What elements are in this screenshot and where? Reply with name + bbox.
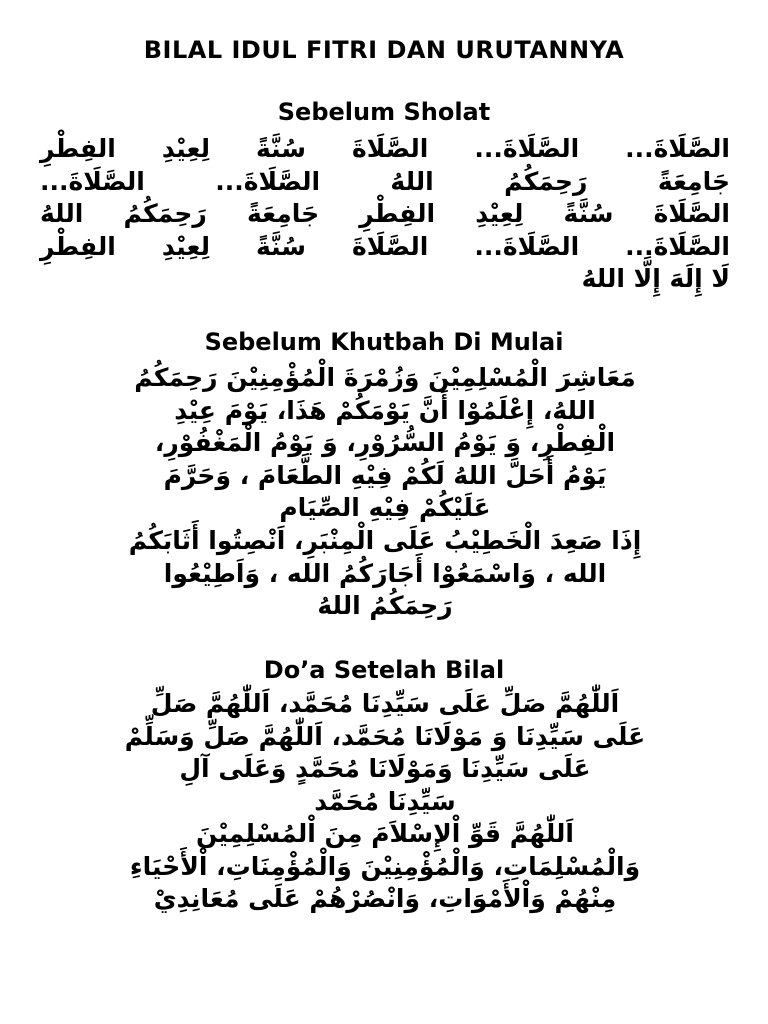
arabic-text-block <box>40 818 730 916</box>
arabic-line: مَعَاشِرَ الْمُسْلِمِيْنَ وَزُمْرَةَ الْمُؤْمِنِيْنَ رَحِمَكُمُ <box>134 363 636 392</box>
arabic-line: عَلَى سَيِّدِنَا وَ مَوْلَانَا مُحَمَّد، اَللّٰهُمَّ صَلِّ وَسَلِّمْ <box>124 721 646 751</box>
arabic-line: إِذَا صَعِدَ الْخَطِيْبُ عَلَى الْمِنْبَرِ، اَنْصِتُوا أَثَابَكُمُ <box>128 526 642 555</box>
arabic-line: جَامِعَةً رَحِمَكُمُ اللهُ الصَّلَاةَ... الصَّلَاةَ... <box>40 166 730 196</box>
arabic-line: الصَّلَاةَ... الصَّلَاةَ... الصَّلَاةَ سُنَّةً لِعِيْدِ الفِطْرِ <box>40 134 730 163</box>
arabic-text-block <box>40 688 730 818</box>
arabic-line: عَلَيْكُمْ فِيْهِ الصِّيَام <box>279 493 491 522</box>
section-heading-sebelum-sholat: Sebelum Sholat <box>277 98 491 126</box>
arabic-line: الصَّلَاةَ... الصَّلَاةَ... الصَّلَاةَ سُنَّةً لِعِيْدِ الفِطْرِ <box>40 231 730 261</box>
arabic-text-block <box>40 133 730 296</box>
section-heading-doa-setelah-bilal: Do’a Setelah Bilal <box>263 656 505 684</box>
arabic-line: اَللّٰهُمَّ قَوِّ اْلإِسْلاَمَ مِنَ اْلمُسْلِمِيْنَ <box>195 819 574 848</box>
arabic-text-block <box>40 525 730 623</box>
arabic-text-block <box>40 362 730 525</box>
arabic-line: وَالْمُسْلِمَاتِ، وَالْمُؤْمِنِيْنَ وَالْمُؤْمِنَاتِ، اْلأَحْيَاءِ <box>129 851 641 881</box>
arabic-line: الصَّلَاةَ سُنَّةً لِعِيْدِ الفِطْرِ جَامِعَةً رَحِمَكُمُ اللهُ <box>40 199 730 228</box>
arabic-line: لَا إِلَهَ إِلَّا اللهُ <box>581 264 730 293</box>
document-title: BILAL IDUL FITRI DAN URUTANNYA <box>143 36 625 64</box>
arabic-line: مِنْهُمْ وَاْلأَمْوَاتِ، وَانْصُرْهُمْ عَلَى مُعَانِدِيْ <box>153 884 617 913</box>
arabic-line: اللهُ، إِعْلَمُوْا أَنَّ يَوْمَكُمْ هَذَا، يَوْمَ عِيْدِ <box>174 395 596 425</box>
arabic-line: الله ، وَاسْمَعُوْا أَجَارَكُمُ الله ، وَاَطِيْعُوا <box>163 558 607 588</box>
arabic-line: اَللّٰهُمَّ صَلِّ عَلَى سَيِّدِنَا مُحَمَّد، اَللّٰهُمَّ صَلِّ <box>150 689 620 718</box>
section-heading-sebelum-khutbah: Sebelum Khutbah Di Mulai <box>204 328 564 356</box>
arabic-line: الْفِطْرِ، وَ يَوْمُ السُّرُوْرِ، وَ يَوْمُ الْمَغْفُوْرِ، <box>154 428 616 457</box>
arabic-line: رَحِمَكُمُ اللهُ <box>317 591 453 620</box>
arabic-line: سَيِّدِنَا مُحَمَّد <box>314 786 456 816</box>
arabic-line: يَوْمُ أَحَلَّ اللهُ لَكُمْ فِيْهِ الطَّعَامَ ، وَحَرَّمَ <box>163 460 607 490</box>
arabic-line: عَلَى سَيِّدِنَا وَمَوْلَانَا مُحَمَّدٍ وَعَلَى آلِ <box>179 754 591 783</box>
